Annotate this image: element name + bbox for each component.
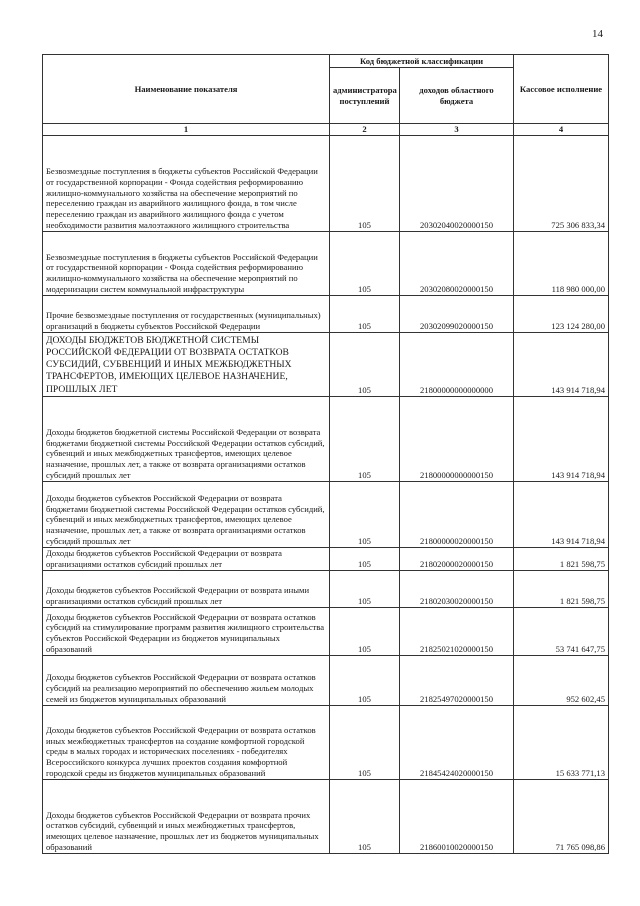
row-income-code: 20302080020000150 — [400, 231, 514, 295]
row-income-code: 21802030020000150 — [400, 570, 514, 607]
row-amount: 15 633 771,13 — [514, 705, 609, 779]
row-admin-code: 105 — [330, 779, 400, 853]
row-income-code: 21800000020000150 — [400, 481, 514, 547]
row-admin-code: 105 — [330, 332, 400, 396]
col-num: 4 — [514, 124, 609, 136]
table-row — [43, 481, 609, 547]
row-amount: 53 741 647,75 — [514, 607, 609, 655]
row-name: Доходы бюджетов субъектов Российской Федерации от возврата бюджетами бюджетной системы Российской Федерации остатков субсидий, субвенций и иных межбюджетных трансфертов, имеющих целевое назначение, прошлых лет, а также от возврата организациями остатков субсидий прошлых лет — [43, 481, 330, 547]
row-name: ДОХОДЫ БЮДЖЕТОВ БЮДЖЕТНОЙ СИСТЕМЫ РОССИЙСКОЙ ФЕДЕРАЦИИ ОТ ВОЗВРАТА ОСТАТКОВ СУБСИДИЙ, СУБВЕНЦИЙ И ИНЫХ МЕЖБЮДЖЕТНЫХ ТРАНСФЕРТОВ, ИМЕЮЩИХ ЦЕЛЕВОЕ НАЗНАЧЕНИЕ, ПРОШЛЫХ ЛЕТ — [43, 332, 330, 396]
table-row — [43, 332, 609, 396]
row-admin-code: 105 — [330, 655, 400, 705]
row-income-code: 20302099020000150 — [400, 295, 514, 332]
row-name: Доходы бюджетов бюджетной системы Российской Федерации от возврата бюджетами бюджетной системы Российской Федерации остатков субсидий, субвенций и иных межбюджетных трансфертов, имеющих целевое назначение, прошлых лет, а также от возврата организациями остатков субсидий прошлых лет — [43, 396, 330, 481]
row-admin-code: 105 — [330, 607, 400, 655]
table-row — [43, 655, 609, 705]
row-income-code: 21800000000000000 — [400, 332, 514, 396]
row-admin-code: 105 — [330, 705, 400, 779]
row-name: Доходы бюджетов субъектов Российской Федерации от возврата иными организациями остатков субсидий прошлых лет — [43, 570, 330, 607]
table-row — [43, 295, 609, 332]
table-row — [43, 396, 609, 481]
row-amount: 1 821 598,75 — [514, 570, 609, 607]
row-name: Доходы бюджетов субъектов Российской Федерации от возврата прочих остатков субсидий, субвенций и иных межбюджетных трансфертов, имеющих целевое назначение, прошлых лет из бюджетов муниципальных образований — [43, 779, 330, 853]
row-amount: 143 914 718,94 — [514, 481, 609, 547]
table-row — [43, 779, 609, 853]
row-admin-code: 105 — [330, 231, 400, 295]
row-name: Прочие безвозмездные поступления от государственных (муниципальных) организаций в бюджеты субъектов Российской Федерации — [43, 295, 330, 332]
row-admin-code: 105 — [330, 135, 400, 231]
row-amount: 1 821 598,75 — [514, 547, 609, 570]
row-name: Доходы бюджетов субъектов Российской Федерации от возврата организациями остатков субсидий прошлых лет — [43, 547, 330, 570]
page-number: 14 — [592, 28, 603, 40]
row-name: Безвозмездные поступления в бюджеты субъектов Российской Федерации от государственной корпорации - Фонда содействия реформированию жилищно-коммунального хозяйства на обеспечение мероприятий по переселению граждан из аварийного жилищного фонда, в том числе переселению граждан из аварийного жилищного фонда с учетом необходимости развития малоэтажного жилищного строительства — [43, 135, 330, 231]
row-income-code: 21802000020000150 — [400, 547, 514, 570]
row-income-code: 21825021020000150 — [400, 607, 514, 655]
header-income: доходов областного бюджета — [400, 68, 514, 124]
header-admin: администратора поступлений — [330, 68, 400, 124]
row-amount: 143 914 718,94 — [514, 332, 609, 396]
header-kbk: Код бюджетной классификации — [330, 55, 514, 68]
row-admin-code: 105 — [330, 570, 400, 607]
row-admin-code: 105 — [330, 547, 400, 570]
row-amount: 725 306 833,34 — [514, 135, 609, 231]
col-num: 2 — [330, 124, 400, 136]
row-admin-code: 105 — [330, 396, 400, 481]
row-name: Доходы бюджетов субъектов Российской Федерации от возврата остатков субсидий на реализацию мероприятий по обеспечению жильем молодых семей из бюджетов муниципальных образований — [43, 655, 330, 705]
row-income-code: 20302040020000150 — [400, 135, 514, 231]
table-row — [43, 607, 609, 655]
col-num: 1 — [43, 124, 330, 136]
row-income-code: 21860010020000150 — [400, 779, 514, 853]
row-name: Безвозмездные поступления в бюджеты субъектов Российской Федерации от государственной корпорации - Фонда содействия реформированию жилищно-коммунального хозяйства на обеспечение мероприятий по модернизации систем коммунальной инфраструктуры — [43, 231, 330, 295]
row-admin-code: 105 — [330, 481, 400, 547]
income-table — [42, 54, 609, 854]
row-name: Доходы бюджетов субъектов Российской Федерации от возврата остатков субсидий на стимулирование программ развития жилищного строительства субъектов Российской Федерации из бюджетов муниципальных образований — [43, 607, 330, 655]
table-row — [43, 231, 609, 295]
table-row — [43, 547, 609, 570]
row-amount: 952 602,45 — [514, 655, 609, 705]
column-numbers-row — [43, 124, 609, 136]
header-name: Наименование показателя — [43, 55, 330, 124]
table-row — [43, 135, 609, 231]
row-income-code: 21825497020000150 — [400, 655, 514, 705]
row-income-code: 21800000000000150 — [400, 396, 514, 481]
row-income-code: 21845424020000150 — [400, 705, 514, 779]
row-name: Доходы бюджетов субъектов Российской Федерации от возврата остатков иных межбюджетных трансфертов на создание комфортной городской среды в малых городах и исторических поселениях - победителях Всероссийского конкурса лучших проектов создания комфортной городской среды из бюджетов муниципальных образований — [43, 705, 330, 779]
row-amount: 123 124 280,00 — [514, 295, 609, 332]
table-row — [43, 570, 609, 607]
row-amount: 143 914 718,94 — [514, 396, 609, 481]
col-num: 3 — [400, 124, 514, 136]
row-amount: 118 980 000,00 — [514, 231, 609, 295]
row-admin-code: 105 — [330, 295, 400, 332]
table-row — [43, 705, 609, 779]
row-amount: 71 765 098,86 — [514, 779, 609, 853]
header-execution: Кассовое исполнение — [514, 55, 609, 124]
